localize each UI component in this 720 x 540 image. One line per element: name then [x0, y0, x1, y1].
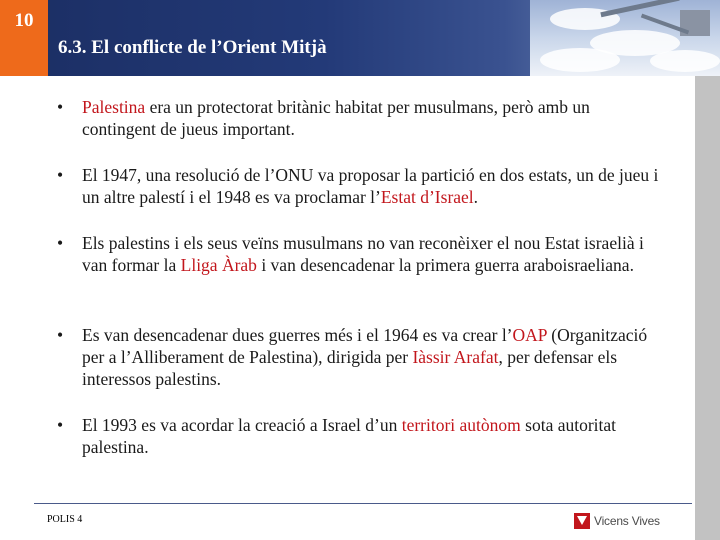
bullet-item	[57, 164, 662, 208]
bullet-dot: •	[57, 233, 64, 253]
highlighted-term: Estat d’Israel	[380, 187, 474, 207]
text-segment: Els palestins i els seus veïns musulmans no van reconèixer el nou Estat israelià i van formar la	[82, 233, 644, 275]
highlighted-term: Iàssir Arafat	[412, 347, 499, 367]
page-number-box	[0, 0, 48, 76]
text-segment: , per defensar els interessos palestins.	[82, 347, 618, 389]
footer-label: POLIS 4	[47, 514, 83, 525]
publisher-name: Vicens Vives	[594, 514, 660, 528]
bullet-dot: •	[57, 97, 64, 117]
bullet-dot: •	[57, 165, 64, 185]
bullet-dot: •	[57, 325, 64, 345]
text-segment: (Organització per a l’Alliberament de Palestina), dirigida per	[82, 325, 648, 367]
text-segment: i van desencadenar la primera guerra araboisraeliana.	[256, 255, 634, 275]
bullet-text	[82, 233, 644, 275]
footer-divider	[34, 503, 692, 504]
bullet-text	[82, 97, 590, 139]
publisher-logo	[574, 512, 660, 530]
bullet-item	[57, 414, 662, 458]
text-segment: Es van desencadenar dues guerres més i el 1964 es va crear l’	[82, 325, 513, 345]
page-title: 6.3. El conflicte de l’Orient Mitjà	[58, 37, 327, 58]
side-bar	[695, 76, 720, 540]
bullet-item	[57, 232, 662, 298]
text-segment: El 1947, una resolució de l’ONU va proposar la partició en dos estats, un de jueu i un altre palestí i el 1948 es va proclamar l’	[82, 165, 659, 207]
text-segment: sota autoritat palestina.	[82, 415, 617, 457]
bullet-text	[82, 325, 647, 389]
highlighted-term: Lliga Àrab	[180, 255, 257, 275]
bullet-text	[82, 415, 616, 457]
vicens-vives-logo-icon	[574, 513, 590, 529]
text-segment: El 1993 es va acordar la creació a Israel d’un	[82, 415, 402, 435]
space-station-photo	[530, 0, 720, 76]
highlighted-term: OAP	[512, 325, 547, 345]
bullet-item	[57, 324, 662, 390]
text-segment: era un protectorat britànic habitat per musulmans, però amb un contingent de jueus important.	[82, 97, 590, 139]
text-segment: .	[473, 187, 479, 207]
page-number: 10	[14, 10, 34, 31]
highlighted-term: territori autònom	[401, 415, 521, 435]
highlighted-term: Palestina	[82, 97, 146, 117]
bullet-dot: •	[57, 415, 64, 435]
bullet-text	[82, 165, 658, 207]
bullet-list	[57, 96, 662, 458]
bullet-item	[57, 96, 662, 140]
